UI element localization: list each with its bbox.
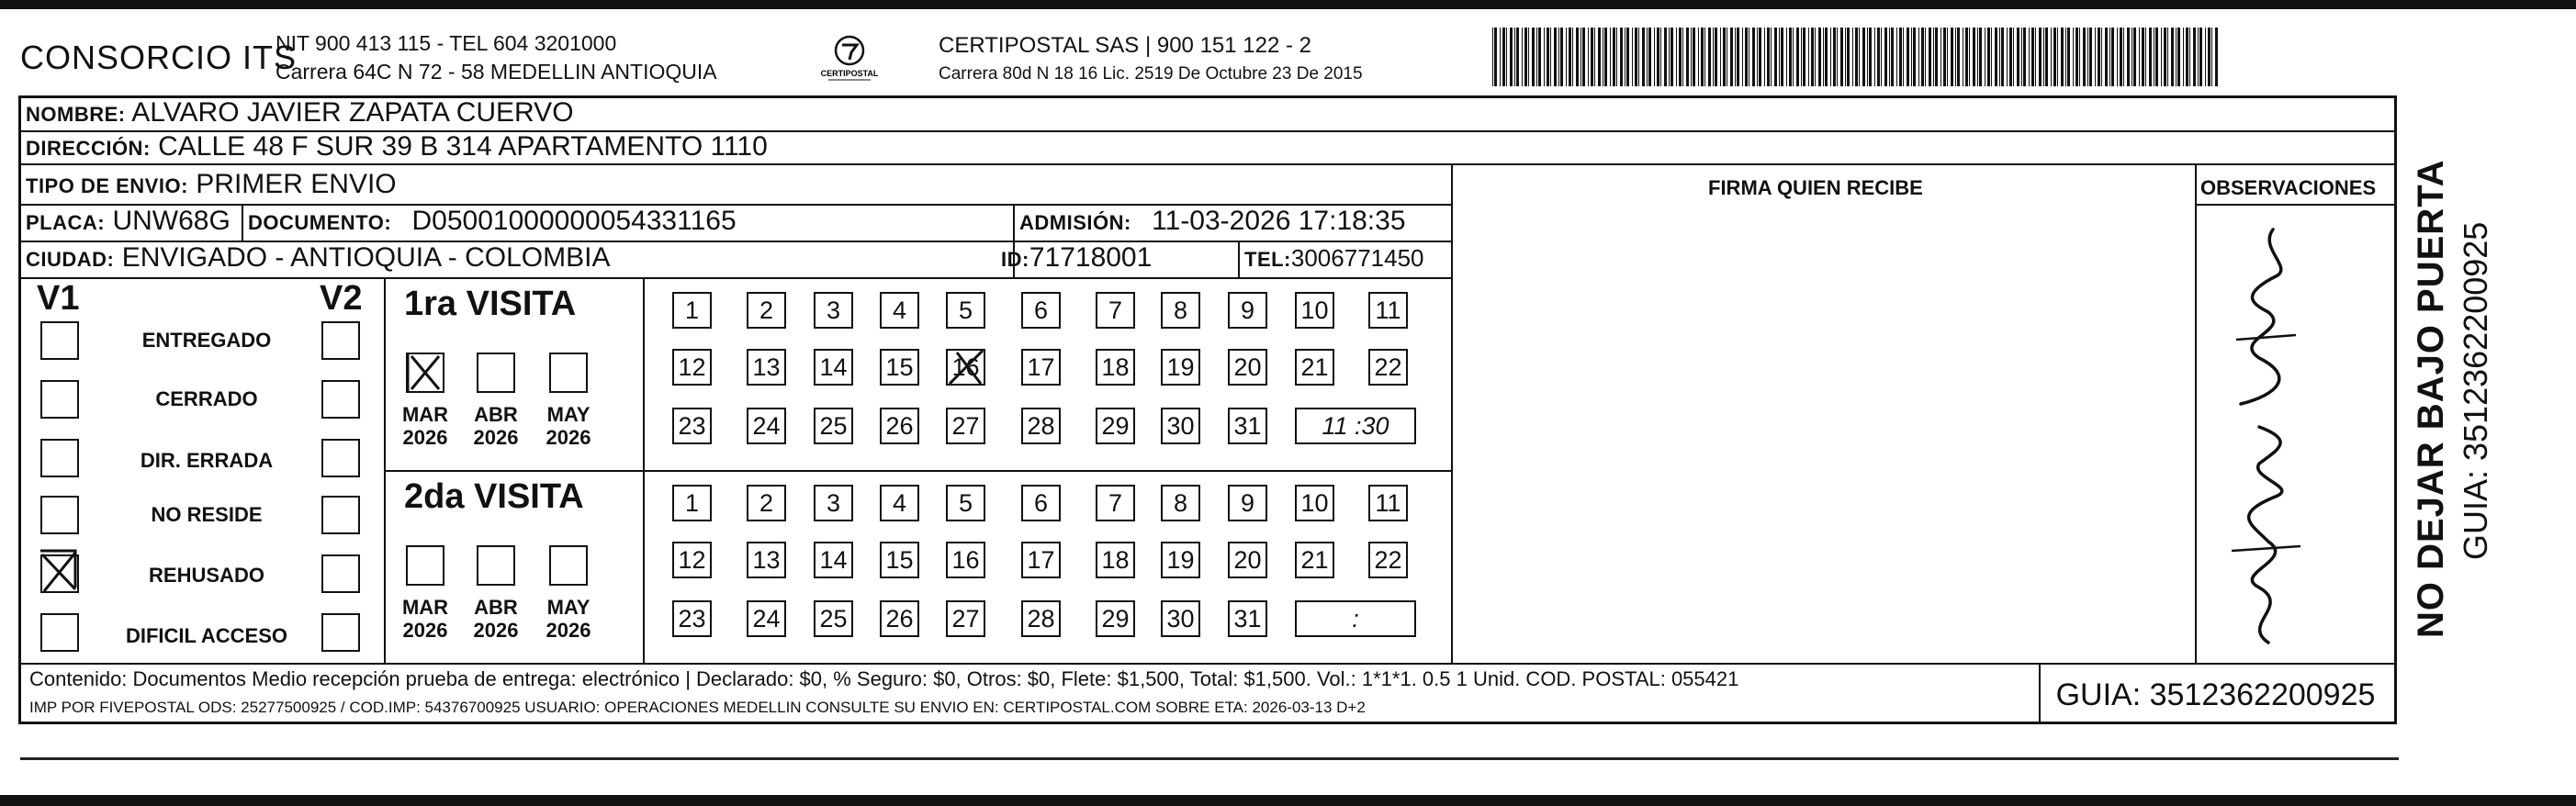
day-number: 14 bbox=[819, 353, 848, 381]
admission-value: 11-03-2026 17:18:35 bbox=[1152, 206, 1406, 236]
month-checkbox[interactable] bbox=[549, 353, 588, 393]
side-tracking-number: GUIA: 3512362200925 bbox=[2457, 221, 2494, 560]
footer-content: Contenido: Documentos Medio recepción prueba de entrega: electrónico | Declarado: $0, % Seguro: $0, Otros: $0, Flete: $1,500, Total: $1,500. Vol.: 1*1*1. 0.5 1 Unid. COD. POSTAL: 055421 bbox=[29, 667, 1739, 690]
id-value: 71718001 bbox=[1029, 242, 1153, 273]
status-label: NO RESIDE bbox=[151, 503, 263, 526]
month-name: MAY bbox=[546, 403, 591, 426]
day-box[interactable] bbox=[747, 292, 786, 329]
day-number: 25 bbox=[819, 412, 848, 440]
month-checkbox[interactable] bbox=[477, 353, 515, 393]
month-name: MAR bbox=[401, 596, 449, 619]
day-box[interactable] bbox=[672, 600, 712, 637]
day-box[interactable] bbox=[880, 485, 919, 521]
day-number: 7 bbox=[1108, 297, 1123, 324]
day-box[interactable] bbox=[1096, 292, 1135, 329]
month-name: ABR bbox=[474, 596, 518, 619]
day-number: 2 bbox=[759, 297, 774, 324]
month-label bbox=[393, 596, 457, 642]
visit-time: 11 :30 bbox=[1322, 412, 1389, 440]
day-number: 14 bbox=[819, 546, 848, 574]
month-label bbox=[536, 403, 601, 449]
day-box[interactable] bbox=[672, 485, 712, 521]
day-number: 6 bbox=[1033, 297, 1049, 324]
day-number: 29 bbox=[1101, 412, 1130, 440]
day-box[interactable] bbox=[946, 349, 985, 386]
day-box[interactable] bbox=[880, 349, 919, 386]
day-number: 2 bbox=[759, 489, 774, 517]
month-label bbox=[464, 403, 528, 449]
day-box[interactable] bbox=[946, 542, 985, 578]
day-box[interactable] bbox=[814, 600, 853, 637]
day-number: 21 bbox=[1300, 353, 1329, 381]
status-v1-checkbox[interactable] bbox=[40, 496, 79, 534]
day-number: 24 bbox=[752, 412, 781, 440]
day-box[interactable] bbox=[880, 292, 919, 329]
day-number: 6 bbox=[1033, 489, 1049, 517]
month-name: MAY bbox=[546, 596, 591, 619]
day-number: 11 bbox=[1375, 489, 1401, 517]
day-number: 13 bbox=[752, 353, 781, 381]
day-number: 4 bbox=[892, 489, 907, 517]
status-v1-checkbox[interactable] bbox=[40, 554, 79, 593]
day-box[interactable] bbox=[1021, 542, 1061, 578]
month-checkbox[interactable] bbox=[477, 545, 515, 586]
status-label: DIFICIL ACCESO bbox=[125, 624, 287, 647]
column-divider bbox=[643, 277, 645, 663]
day-box[interactable] bbox=[1021, 292, 1061, 329]
document: DOCUMENTO: D05001000000054331165 bbox=[248, 206, 737, 236]
day-number: 27 bbox=[951, 605, 980, 632]
day-box[interactable] bbox=[1368, 292, 1408, 329]
day-number: 10 bbox=[1300, 297, 1329, 324]
day-number: 1 bbox=[684, 489, 700, 517]
address: DIRECCIÓN: CALLE 48 F SUR 39 B 314 APARTAMENTO 1110 bbox=[26, 131, 768, 162]
bottom-border bbox=[0, 795, 2576, 806]
day-box[interactable] bbox=[672, 292, 712, 329]
day-box[interactable] bbox=[814, 292, 853, 329]
day-box[interactable] bbox=[747, 542, 786, 578]
day-box[interactable] bbox=[880, 600, 919, 637]
status-v2-checkbox[interactable] bbox=[321, 380, 360, 419]
courier-line2: Carrera 80d N 18 16 Lic. 2519 De Octubre 23 De 2015 bbox=[939, 64, 1363, 84]
day-number: 16 bbox=[951, 546, 980, 574]
day-box[interactable] bbox=[1295, 349, 1334, 386]
day-number: 30 bbox=[1166, 605, 1195, 632]
month-year: 2026 bbox=[473, 619, 519, 642]
check-mark-icon bbox=[406, 353, 444, 393]
day-number: 28 bbox=[1027, 605, 1055, 632]
day-number: 15 bbox=[885, 353, 914, 381]
shipment-type: TIPO DE ENVIO: PRIMER ENVIO bbox=[26, 169, 397, 199]
day-number: 30 bbox=[1166, 412, 1195, 440]
admission: ADMISIÓN: 11-03-2026 17:18:35 bbox=[1019, 206, 1406, 236]
plate: PLACA: UNW68G bbox=[26, 206, 231, 236]
day-number: 27 bbox=[951, 412, 980, 440]
shipment-type-value: PRIMER ENVIO bbox=[196, 169, 397, 199]
day-number: 18 bbox=[1101, 546, 1130, 574]
day-box[interactable] bbox=[672, 542, 712, 578]
day-number: 13 bbox=[752, 546, 781, 574]
day-number: 12 bbox=[678, 546, 706, 574]
day-number: 5 bbox=[958, 489, 973, 517]
month-label bbox=[464, 596, 528, 642]
day-number: 3 bbox=[826, 489, 841, 517]
day-box[interactable] bbox=[1228, 600, 1267, 637]
day-number: 10 bbox=[1300, 489, 1329, 517]
city-value: ENVIGADO - ANTIOQUIA - COLOMBIA bbox=[121, 242, 611, 273]
day-box[interactable] bbox=[814, 349, 853, 386]
barcode-icon bbox=[1492, 28, 2218, 86]
visit-time-box[interactable] bbox=[1295, 600, 1416, 637]
day-box[interactable] bbox=[1295, 542, 1334, 578]
day-box[interactable] bbox=[1161, 485, 1200, 521]
phone-value: 3006771450 bbox=[1290, 244, 1424, 272]
day-box[interactable] bbox=[814, 542, 853, 578]
status-v2-checkbox[interactable] bbox=[321, 321, 360, 360]
document-value: D05001000000054331165 bbox=[411, 206, 737, 236]
day-number: 20 bbox=[1233, 546, 1262, 574]
day-number: 25 bbox=[819, 605, 848, 632]
month-year: 2026 bbox=[402, 426, 448, 449]
day-box[interactable] bbox=[1161, 292, 1200, 329]
month-name: ABR bbox=[474, 403, 518, 426]
status-label: REHUSADO bbox=[149, 564, 264, 587]
phone: TEL:3006771450 bbox=[1244, 244, 1424, 272]
status-label: CERRADO bbox=[155, 387, 258, 410]
day-box[interactable] bbox=[747, 485, 786, 521]
month-checkbox[interactable] bbox=[549, 545, 588, 586]
visit-time-box[interactable] bbox=[1295, 408, 1416, 444]
day-box[interactable] bbox=[672, 408, 712, 444]
status-v1-checkbox[interactable] bbox=[40, 439, 79, 477]
svg-text:CERTIPOSTAL: CERTIPOSTAL bbox=[820, 69, 879, 78]
day-number: 11 bbox=[1375, 297, 1401, 324]
day-box[interactable] bbox=[946, 292, 985, 329]
day-number: 12 bbox=[678, 353, 706, 381]
month-year: 2026 bbox=[402, 619, 448, 642]
company-address-line2: Carrera 64C N 72 - 58 MEDELLIN ANTIOQUIA bbox=[276, 60, 717, 84]
day-box[interactable] bbox=[946, 408, 985, 444]
row-divider bbox=[18, 163, 2397, 165]
visit-title: 1ra VISITA bbox=[404, 285, 577, 323]
day-number: 17 bbox=[1027, 353, 1055, 381]
column-divider bbox=[242, 204, 243, 241]
status-v1-checkbox[interactable] bbox=[40, 321, 79, 360]
company-address-line1: NIT 900 413 115 - TEL 604 3201000 bbox=[276, 31, 617, 55]
address-value: CALLE 48 F SUR 39 B 314 APARTAMENTO 1110 bbox=[158, 131, 768, 162]
month-checkbox[interactable] bbox=[406, 545, 444, 586]
day-box[interactable] bbox=[747, 408, 786, 444]
day-number: 19 bbox=[1166, 353, 1195, 381]
day-box[interactable] bbox=[1096, 349, 1135, 386]
status-v2-checkbox[interactable] bbox=[321, 439, 360, 477]
column-divider bbox=[1451, 163, 1453, 663]
column-divider bbox=[1238, 241, 1240, 277]
day-box[interactable] bbox=[1161, 408, 1200, 444]
city: CIUDAD: ENVIGADO - ANTIOQUIA - COLOMBIA bbox=[26, 242, 611, 273]
status-v1-checkbox[interactable] bbox=[40, 613, 79, 652]
row-divider bbox=[2195, 204, 2397, 206]
day-number: 15 bbox=[885, 546, 914, 574]
day-box[interactable] bbox=[1021, 600, 1061, 637]
day-box[interactable] bbox=[1228, 542, 1267, 578]
day-number: 23 bbox=[678, 412, 706, 440]
day-number: 7 bbox=[1108, 489, 1123, 517]
status-label: DIR. ERRADA bbox=[140, 449, 274, 472]
day-box[interactable] bbox=[747, 349, 786, 386]
day-box[interactable] bbox=[1096, 408, 1135, 444]
day-number: 8 bbox=[1173, 489, 1188, 517]
courier-line1: CERTIPOSTAL SAS | 900 151 122 - 2 bbox=[939, 33, 1311, 58]
day-box[interactable] bbox=[1096, 600, 1135, 637]
day-box[interactable] bbox=[747, 600, 786, 637]
day-number: 9 bbox=[1240, 297, 1255, 324]
day-number: 16 bbox=[951, 353, 980, 381]
day-box[interactable] bbox=[1228, 292, 1267, 329]
day-box[interactable] bbox=[1228, 408, 1267, 444]
day-box[interactable] bbox=[1021, 349, 1061, 386]
day-number: 17 bbox=[1027, 546, 1055, 574]
day-number: 23 bbox=[678, 605, 706, 632]
column-divider bbox=[2195, 163, 2197, 663]
signature-column-header: FIRMA QUIEN RECIBE bbox=[1708, 176, 1923, 199]
day-number: 5 bbox=[958, 297, 973, 324]
day-box[interactable] bbox=[946, 485, 985, 521]
day-number: 22 bbox=[1374, 546, 1402, 574]
row-divider bbox=[18, 277, 1451, 279]
day-box[interactable] bbox=[1161, 600, 1200, 637]
visit-time: : bbox=[1352, 605, 1359, 632]
day-box[interactable] bbox=[1021, 408, 1061, 444]
day-number: 31 bbox=[1233, 412, 1262, 440]
month-name: MAR bbox=[401, 403, 449, 426]
day-number: 26 bbox=[885, 605, 914, 632]
day-box[interactable] bbox=[1096, 542, 1135, 578]
row-divider bbox=[386, 470, 1451, 472]
day-box[interactable] bbox=[1096, 485, 1135, 521]
recipient-name-value: ALVARO JAVIER ZAPATA CUERVO bbox=[131, 97, 574, 128]
day-number: 21 bbox=[1300, 546, 1329, 574]
month-year: 2026 bbox=[546, 426, 591, 449]
day-box[interactable] bbox=[880, 408, 919, 444]
top-border bbox=[0, 0, 2576, 9]
month-label bbox=[393, 403, 457, 449]
day-number: 8 bbox=[1173, 297, 1188, 324]
separator-line bbox=[20, 757, 2399, 760]
handwritten-signature-icon bbox=[2204, 220, 2323, 652]
day-number: 3 bbox=[826, 297, 841, 324]
plate-value: UNW68G bbox=[112, 206, 231, 236]
day-number: 18 bbox=[1101, 353, 1130, 381]
day-number: 22 bbox=[1374, 353, 1402, 381]
status-label: ENTREGADO bbox=[141, 329, 272, 352]
courier-info bbox=[939, 31, 1363, 88]
day-box[interactable] bbox=[814, 485, 853, 521]
month-year: 2026 bbox=[546, 619, 591, 642]
no-dejar-warning: NO DEJAR BAJO PUERTA bbox=[2411, 159, 2451, 638]
day-box[interactable] bbox=[1368, 542, 1408, 578]
month-year: 2026 bbox=[473, 426, 519, 449]
month-label bbox=[536, 596, 601, 642]
recipient-name: NOMBRE: ALVARO JAVIER ZAPATA CUERVO bbox=[26, 97, 574, 128]
day-number: 4 bbox=[892, 297, 907, 324]
column-divider bbox=[384, 277, 386, 663]
day-number: 19 bbox=[1166, 546, 1195, 574]
day-box[interactable] bbox=[672, 349, 712, 386]
certipostal-logo-icon bbox=[808, 32, 891, 87]
day-box[interactable] bbox=[1368, 349, 1408, 386]
company-address bbox=[276, 29, 717, 86]
v1-header: V1 bbox=[37, 279, 80, 318]
status-v2-checkbox[interactable] bbox=[321, 554, 360, 593]
status-v1-checkbox[interactable] bbox=[40, 380, 79, 419]
day-box[interactable] bbox=[1228, 349, 1267, 386]
day-number: 26 bbox=[885, 412, 914, 440]
status-v2-checkbox[interactable] bbox=[321, 496, 360, 534]
day-number: 29 bbox=[1101, 605, 1130, 632]
day-number: 31 bbox=[1233, 605, 1262, 632]
status-v2-checkbox[interactable] bbox=[321, 613, 360, 652]
day-box[interactable] bbox=[1228, 485, 1267, 521]
day-number: 28 bbox=[1027, 412, 1055, 440]
day-number: 20 bbox=[1233, 353, 1262, 381]
day-box[interactable] bbox=[1368, 485, 1408, 521]
month-checkbox[interactable] bbox=[406, 353, 444, 393]
footer-print-info: IMP POR FIVEPOSTAL ODS: 25277500925 / COD.IMP: 54376700925 USUARIO: OPERACIONES MEDELLIN CONSULTE SU ENVIO EN: CERTIPOSTAL.COM SOBRE ETA: 2026-03-13 D+2 bbox=[29, 699, 1366, 716]
day-number: 24 bbox=[752, 605, 781, 632]
observations-column-header: OBSERVACIONES bbox=[2200, 176, 2377, 199]
day-box[interactable] bbox=[814, 408, 853, 444]
company-name: CONSORCIO ITS bbox=[20, 39, 298, 76]
v2-header: V2 bbox=[320, 279, 363, 318]
day-number: 9 bbox=[1240, 489, 1255, 517]
day-box[interactable] bbox=[1161, 542, 1200, 578]
day-box[interactable] bbox=[1161, 349, 1200, 386]
day-box[interactable] bbox=[1295, 292, 1334, 329]
day-number: 1 bbox=[684, 297, 700, 324]
day-box[interactable] bbox=[1295, 485, 1334, 521]
day-box[interactable] bbox=[1021, 485, 1061, 521]
visit-title: 2da VISITA bbox=[404, 477, 584, 516]
day-box[interactable] bbox=[880, 542, 919, 578]
day-box[interactable] bbox=[946, 600, 985, 637]
id-number: ID:71718001 bbox=[1001, 242, 1153, 273]
tracking-number: GUIA: 3512362200925 bbox=[2055, 677, 2376, 712]
